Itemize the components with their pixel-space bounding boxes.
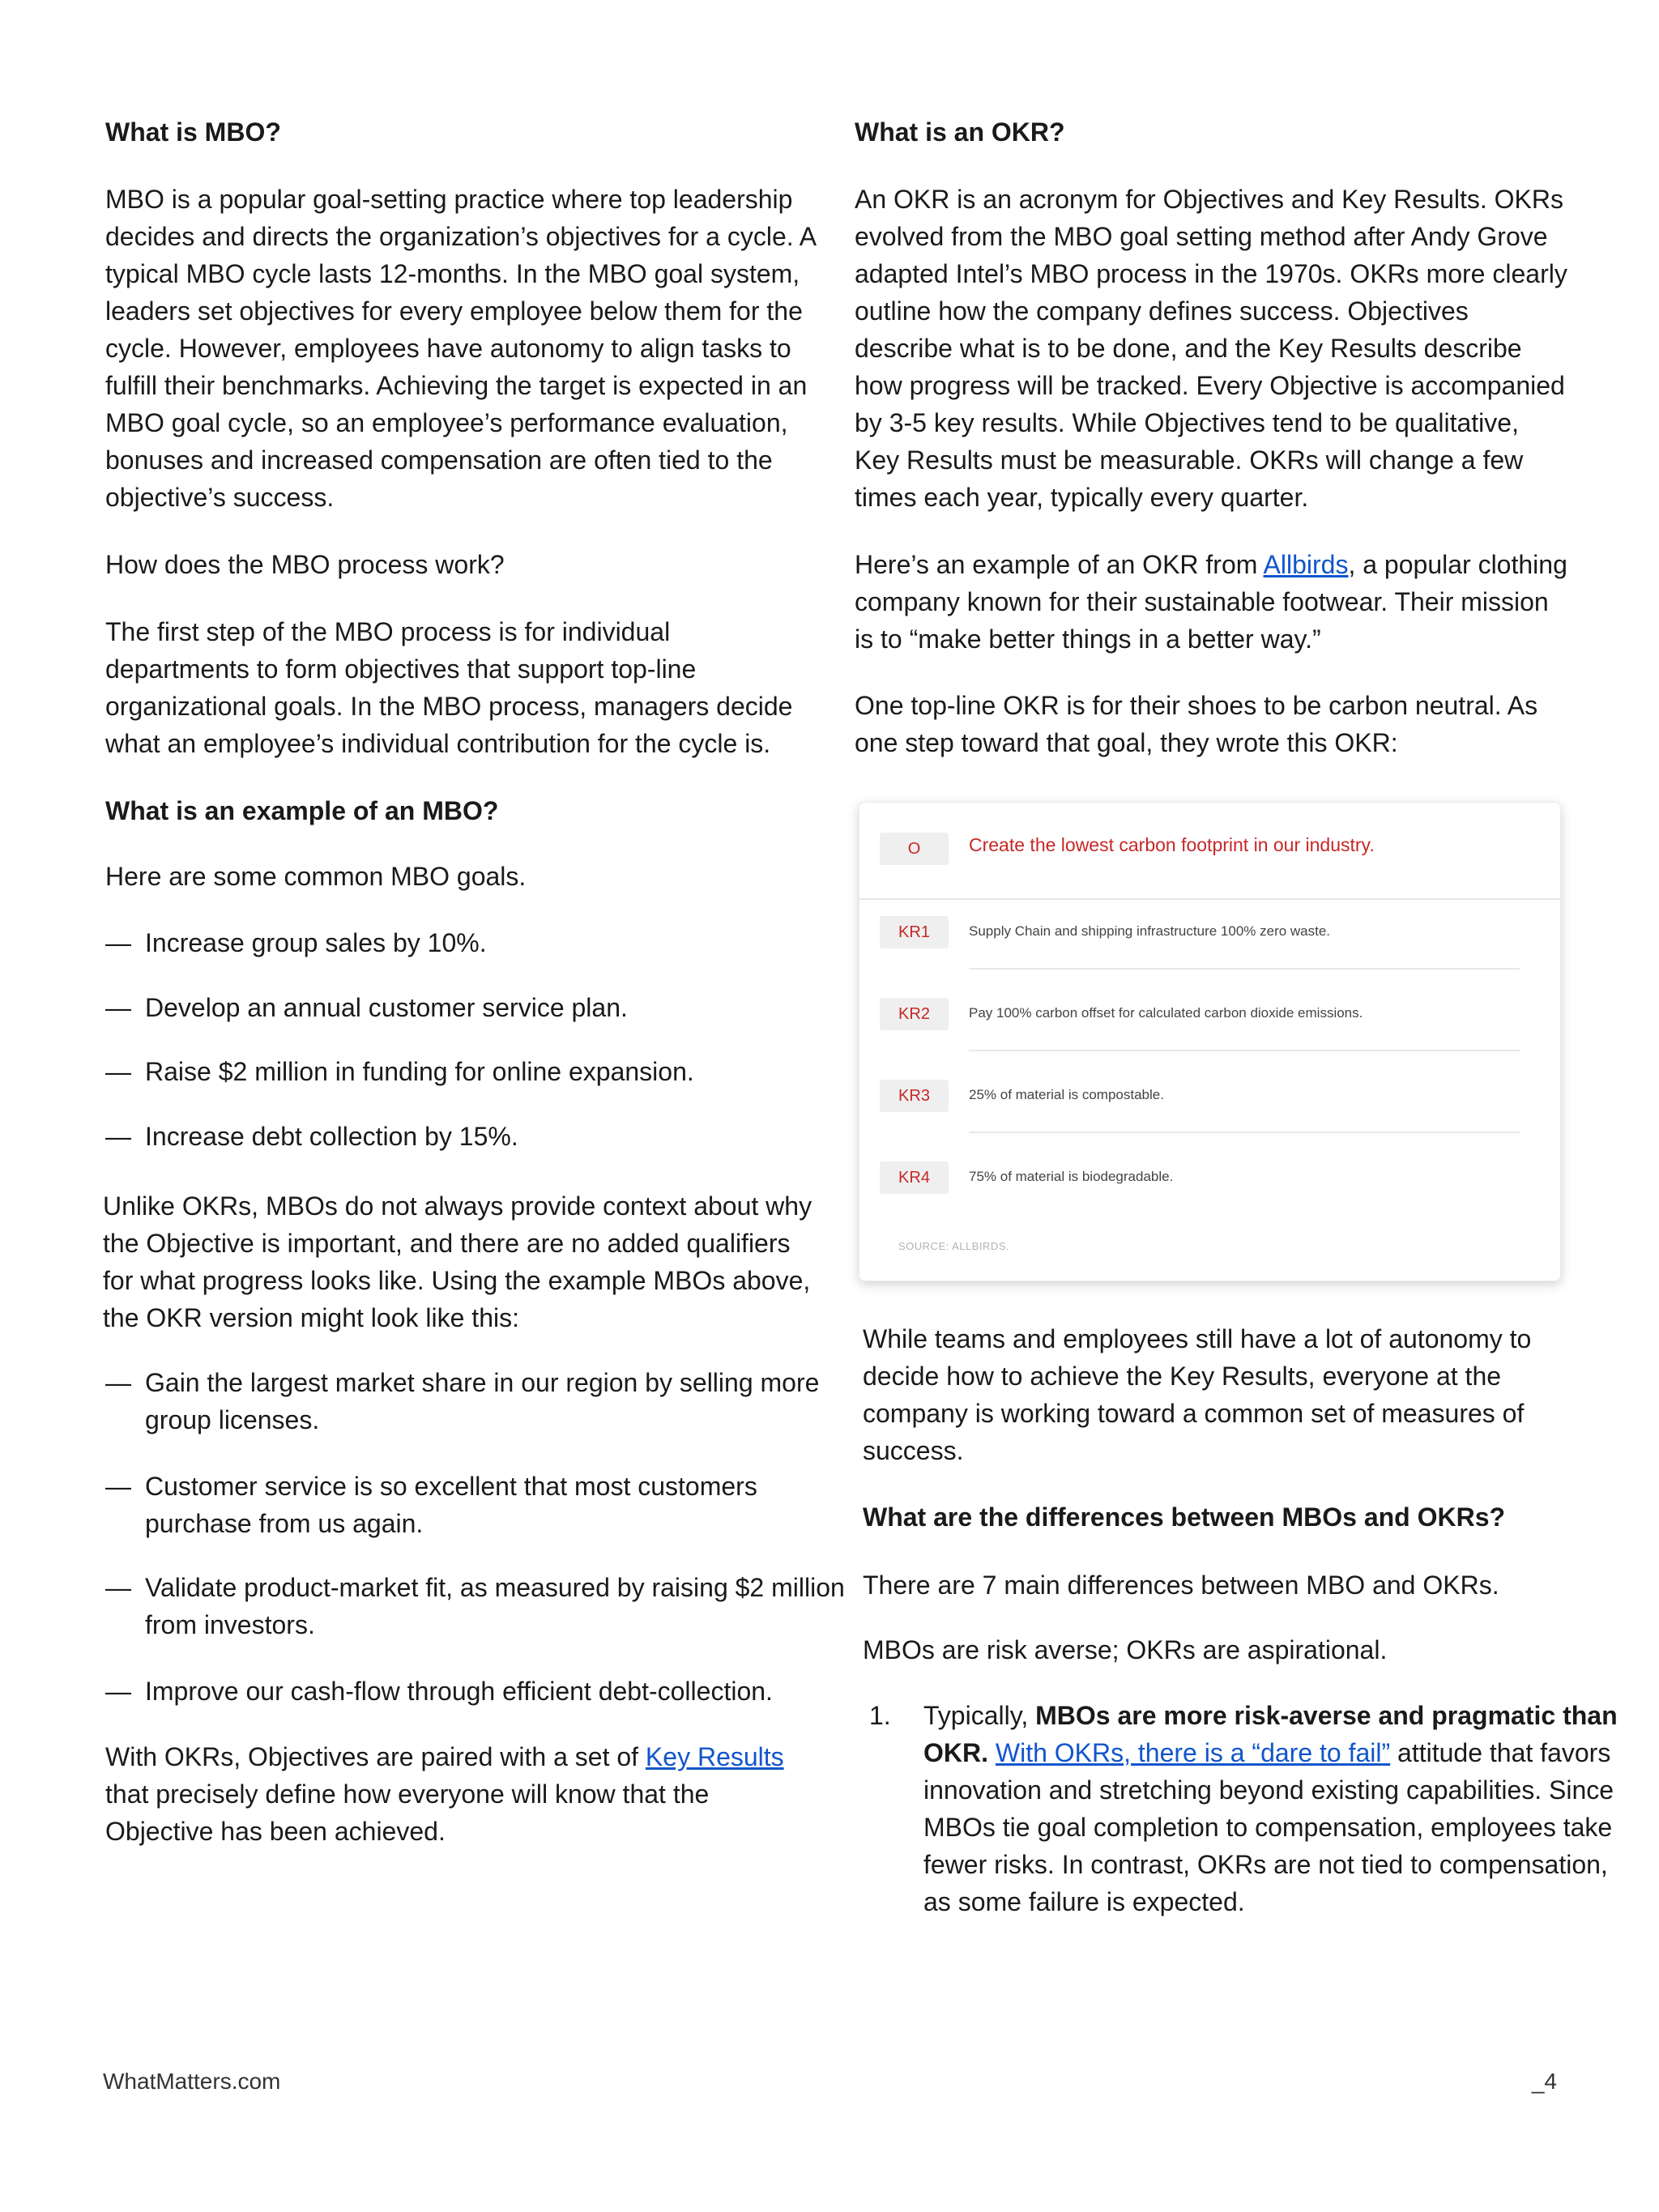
- divider: [969, 1132, 1520, 1133]
- dare-to-fail-link[interactable]: With OKRs, there is a “dare to fail”: [995, 1738, 1391, 1767]
- example-intro: Here are some common MBO goals.: [105, 862, 527, 891]
- okr-example-card: [859, 802, 1561, 1281]
- unlike-paragraph: Unlike OKRs, MBOs do not always provide context about why the Objective is important, and there are no added qualifiers for what progress looks like. Using the example MBOs above, the OKR version might look like this:: [103, 1191, 812, 1332]
- kr-text: 25% of material is compostable.: [969, 1087, 1164, 1102]
- example-heading: What is an example of an MBO?: [105, 796, 499, 825]
- item-number: 1.: [869, 1701, 891, 1730]
- kr-text: 75% of material is biodegradable.: [969, 1169, 1174, 1184]
- topline-paragraph: One top-line OKR is for their shoes to be carbon neutral. As one step toward that goal, they wrote this OKR:: [855, 691, 1538, 757]
- key-result-row: [859, 1152, 1560, 1233]
- divider: [969, 968, 1520, 970]
- difference-item-1: 1. Typically, MBOs are more risk-averse and pragmatic than OKR. With OKRs, there is a “dare to fail” attitude that favors innovation and stretching beyond existing capabilities. Since MBOs tie goal completion to compensation, employees take fewer risks. In contrast, OKRs are not tied to compensation, as some failure is expected.: [863, 1697, 1628, 1920]
- kr-text: Supply Chain and shipping infrastructure 100% zero waste.: [969, 923, 1331, 939]
- okr-version-item: — Gain the largest market share in our region by selling more group licenses.: [105, 1364, 858, 1438]
- okr-objective-row: [859, 803, 1560, 900]
- okr-version-item: — Customer service is so excellent that most customers purchase from us again.: [105, 1468, 858, 1542]
- process-paragraph: The first step of the MBO process is for individual departments to form objectives that support top-line organizational goals. In the MBO process, managers decide what an employee’s individual contribution for the cycle is.: [105, 617, 793, 758]
- allbirds-link[interactable]: Allbirds: [1263, 550, 1349, 579]
- differences-intro: There are 7 main differences between MBO and OKRs.: [863, 1571, 1499, 1600]
- key-result-row: [859, 988, 1560, 1069]
- okr-heading: What is an OKR?: [855, 117, 1065, 147]
- mbo-goal-item: — Increase group sales by 10%.: [105, 924, 858, 961]
- kr-tag: KR3: [880, 1080, 949, 1112]
- okr-paragraph: An OKR is an acronym for Objectives and Key Results. OKRs evolved from the MBO goal setting method after Andy Grove adapted Intel’s MBO process in the 1970s. OKRs more clearly outline how the company defines success. Objectives describe what is to be done, and the Key Results describe how progress will be tracked. Every Objective is accompanied by 3-5 key results. While Objectives tend to be qualitative, Key Results must be measurable. OKRs will change a few times each year, typically every quarter.: [855, 185, 1567, 512]
- differences-heading: What are the differences between MBOs and OKRs?: [863, 1502, 1506, 1532]
- process-question: How does the MBO process work?: [105, 550, 505, 579]
- key-result-row: [859, 1070, 1560, 1151]
- kr-tag: KR2: [880, 998, 949, 1030]
- key-results-link[interactable]: Key Results: [645, 1742, 784, 1771]
- kr-tag: KR4: [880, 1161, 949, 1194]
- footer-site: WhatMatters.com: [103, 2069, 281, 2094]
- mbo-paragraph: MBO is a popular goal-setting practice where top leadership decides and directs the organization’s objectives for a cycle. A typical MBO cycle lasts 12-months. In the MBO goal system, leaders set objectives for every employee below them for the cycle. However, employees have autonomy to align tasks to fulfill their benchmarks. Achieving the target is expected in an MBO goal cycle, so an employee’s performance evaluation, bonuses and increased compensation are often tied to the objective’s success.: [105, 185, 816, 512]
- risk-line: MBOs are risk averse; OKRs are aspirational.: [863, 1635, 1388, 1664]
- mbo-goal-item: — Increase debt collection by 15%.: [105, 1118, 858, 1155]
- okr-version-item: — Improve our cash-flow through efficient debt-collection.: [105, 1673, 858, 1710]
- mbo-goal-item: — Develop an annual customer service plan.: [105, 989, 858, 1026]
- key-results-paragraph: With OKRs, Objectives are paired with a set of Key Results that precisely define how everyone will know that the Objective has been achieved.: [105, 1742, 784, 1846]
- autonomy-paragraph: While teams and employees still have a lot of autonomy to decide how to achieve the Key Results, everyone at the company is working toward a common set of measures of success.: [863, 1324, 1532, 1465]
- mbo-goal-item: — Raise $2 million in funding for online expansion.: [105, 1053, 858, 1090]
- objective-text: Create the lowest carbon footprint in our industry.: [969, 834, 1375, 855]
- divider: [969, 1050, 1520, 1051]
- kr-text: Pay 100% carbon offset for calculated carbon dioxide emissions.: [969, 1005, 1363, 1021]
- mbo-heading: What is MBO?: [105, 117, 281, 147]
- okr-source: SOURCE: ALLBIRDS.: [898, 1240, 1010, 1252]
- objective-tag: O: [880, 833, 949, 865]
- okr-version-item: — Validate product-market fit, as measured by raising $2 million from investors.: [105, 1569, 858, 1643]
- page-number: _4: [1531, 2069, 1557, 2094]
- key-result-row: [859, 906, 1560, 987]
- allbirds-paragraph: Here’s an example of an OKR from Allbirds, a popular clothing company known for their sustainable footwear. Their mission is to “make better things in a better way.”: [855, 550, 1567, 654]
- kr-tag: KR1: [880, 916, 949, 948]
